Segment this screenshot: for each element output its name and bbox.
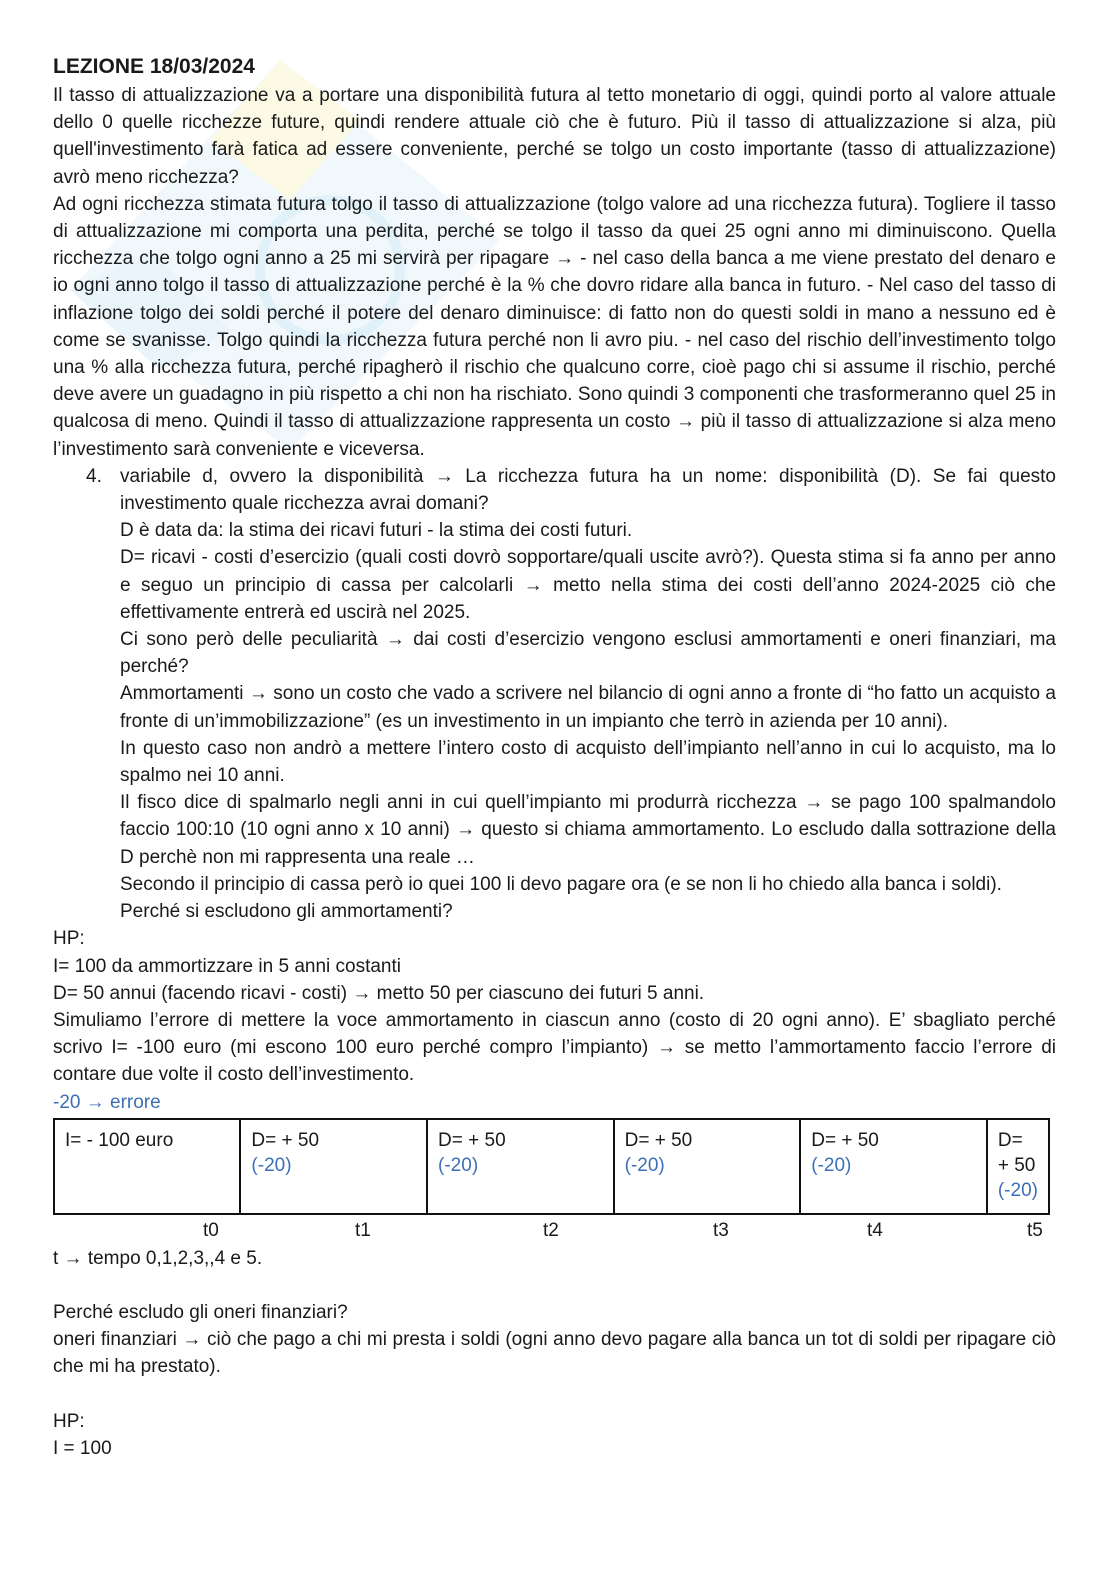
paragraph-intro: Il tasso di attualizzazione va a portare una disponibilità futura al tetto monetario di oggi, quindi porto al valore attuale dello 0 quelle ricchezze future, quindi rendere attuale ciò che è futuro. Più il tasso di attualizzazione si alza, più quell'investimento farà fatica ad essere conveniente, perché se tolgo un costo importante (tasso di attualizzazione) avrò meno ricchezza? (53, 85, 1056, 188)
list-item-text: variabile d, ovvero la disponibilità → La ricchezza futura ha un nome: disponibilità (D). Se fai questo investimento quale ricchezza avrai domani? (120, 465, 1056, 515)
timeline-cell (800, 1119, 987, 1214)
list-number: 4. (86, 465, 102, 487)
hp2-label: HP: (53, 1410, 85, 1432)
timeline-cell (240, 1119, 427, 1214)
timeline-cell-main: D= + 50 (997, 1129, 1036, 1176)
timeline-cell-note: (-20) (811, 1154, 852, 1176)
timeline-cell (54, 1119, 240, 1214)
timeline-cell (427, 1119, 614, 1214)
timeline-cell-note: (-20) (438, 1154, 479, 1176)
list-sub-7: Secondo il principio di cassa però io quei 100 li devo pagare ora (e se non li ho chiedo alla banca i soldi). (120, 873, 1002, 895)
document-page (53, 52, 1056, 1462)
list-sub-5: In questo caso non andrò a mettere l’intero costo di acquisto dell’impianto nell’anno in cui lo acquisto, ma lo spalmo nei 10 anni. (120, 737, 1056, 787)
timeline-row (54, 1119, 1049, 1214)
timeline-cell-main: D= + 50 (624, 1129, 693, 1151)
list-sub-6: Il fisco dice di spalmarlo negli anni in cui quell’impianto mi produrrà ricchezza → se pago 100 spalmandolo faccio 100:10 (10 ogni anno x 10 anni) → questo si chiama ammortamento. Lo escludo dalla sottrazione della D perchè non mi rappresenta una reale … (120, 792, 1056, 868)
timeline-cell-main: D= + 50 (251, 1129, 320, 1151)
timeline-ticks (53, 1217, 1056, 1245)
tick-label: t1 (355, 1219, 371, 1241)
page-title: LEZIONE 18/03/2024 (53, 55, 255, 78)
error-note: -20 → errore (53, 1091, 161, 1113)
timeline-cell-note: (-20) (624, 1154, 665, 1176)
hp2-line: I = 100 (53, 1437, 112, 1459)
timeline-cell (987, 1119, 1049, 1214)
tick-label: t4 (867, 1219, 883, 1241)
hp-paragraph: Simuliamo l’errore di mettere la voce ammortamento in ciascun anno (costo di 20 ogni anno). E’ sbagliato perché scrivo I= -100 euro (mi escono 100 euro perché compro l’impianto) → se metto l’ammortamento faccio l’errore di contare due volte il costo dell’investimento. (53, 1009, 1056, 1086)
tick-label: t5 (1027, 1219, 1043, 1241)
timeline-cell-main: I= - 100 euro (65, 1129, 174, 1151)
timeline-cell-main: D= + 50 (811, 1129, 879, 1151)
list-sub-1: D è data da: la stima dei ricavi futuri - la stima dei costi futuri. (120, 520, 633, 542)
list-sub-4: Ammortamenti → sono un costo che vado a scrivere nel bilancio di ogni anno a fronte di “ho fatto un acquisto a fronte di un’immobilizzazione” (es un investimento in un impianto che terrò in azienda per 10 anni). (120, 683, 1056, 732)
hp-label: HP: (53, 928, 85, 950)
hp-line-1: I= 100 da ammortizzare in 5 anni costanti (53, 955, 401, 977)
tick-label: t2 (543, 1219, 559, 1241)
timeline-cell-note: (-20) (251, 1154, 292, 1176)
list-sub-2: D= ricavi - costi d’esercizio (quali costi dovrò sopportare/quali uscite avrò?). Questa stima si fa anno per anno e seguo un principio di cassa per calcolarli → metto nella stima dei costi dell’anno 2024-2025 ciò che effettivamente entrerà ed uscirà nel 2025. (120, 547, 1056, 623)
timeline-table (53, 1118, 1050, 1215)
oneri-question: Perché escludo gli oneri finanziari? (53, 1301, 348, 1323)
list-sub-8: Perché si escludono gli ammortamenti? (120, 901, 453, 923)
tick-label: t3 (713, 1219, 729, 1241)
timeline-caption: t → tempo 0,1,2,3,,4 e 5. (53, 1247, 263, 1269)
timeline-cell (614, 1119, 801, 1214)
paragraph-rates: Ad ogni ricchezza stimata futura tolgo il tasso di attualizzazione (tolgo valore ad una ricchezza futura). Togliere il tasso di attualizzazione mi comporta una perdita, perché se tolgo il tasso da quei 25 ogni anno mi diminuiscono. Quella ricchezza che tolgo ogni anno a 25 mi servirà per ripagare → - nel caso della banca a me viene prestato del denaro e io ogni anno tolgo il tasso di attualizzazione perché è la % che dovro ridare alla banca in futuro. - Nel caso del tasso di inflazione tolgo dei soldi perché il potere del denaro diminuisce: di fatto non do questi soldi in mano a nessuno ed è come se svanisse. Tolgo quindi la ricchezza futura perché non li avro piu. - nel caso del rischio dell’investimento tolgo una % alla ricchezza futura, perché ripagherò il rischio che qualcuno corre, cioè pago chi si assume il rischio, perché deve avere un guadagno in più rispetto a chi non ha rischiato. Sono quindi 3 componenti che trasformeranno quel 25 in qualcosa di meno. Quindi il tasso di attualizzazione rappresenta un costo → più il tasso di attualizzazione si alza meno l’investimento sarà conveniente e viceversa. (53, 193, 1056, 460)
list-sub-3: Ci sono però delle peculiarità → dai costi d’esercizio vengono esclusi ammortamenti e oneri finanziari, ma perché? (120, 629, 1056, 678)
timeline-cell-note: (-20) (997, 1179, 1038, 1201)
hp-line-2: D= 50 annui (facendo ricavi - costi) → metto 50 per ciascuno dei futuri 5 anni. (53, 982, 705, 1004)
list-item (53, 463, 1056, 925)
timeline-cell-main: D= + 50 (438, 1129, 506, 1151)
oneri-text: oneri finanziari → ciò che pago a chi mi presta i soldi (ogni anno devo pagare alla banca un tot di soldi per ripagare ciò che mi ha prestato). (53, 1329, 1056, 1378)
tick-label: t0 (203, 1219, 219, 1241)
